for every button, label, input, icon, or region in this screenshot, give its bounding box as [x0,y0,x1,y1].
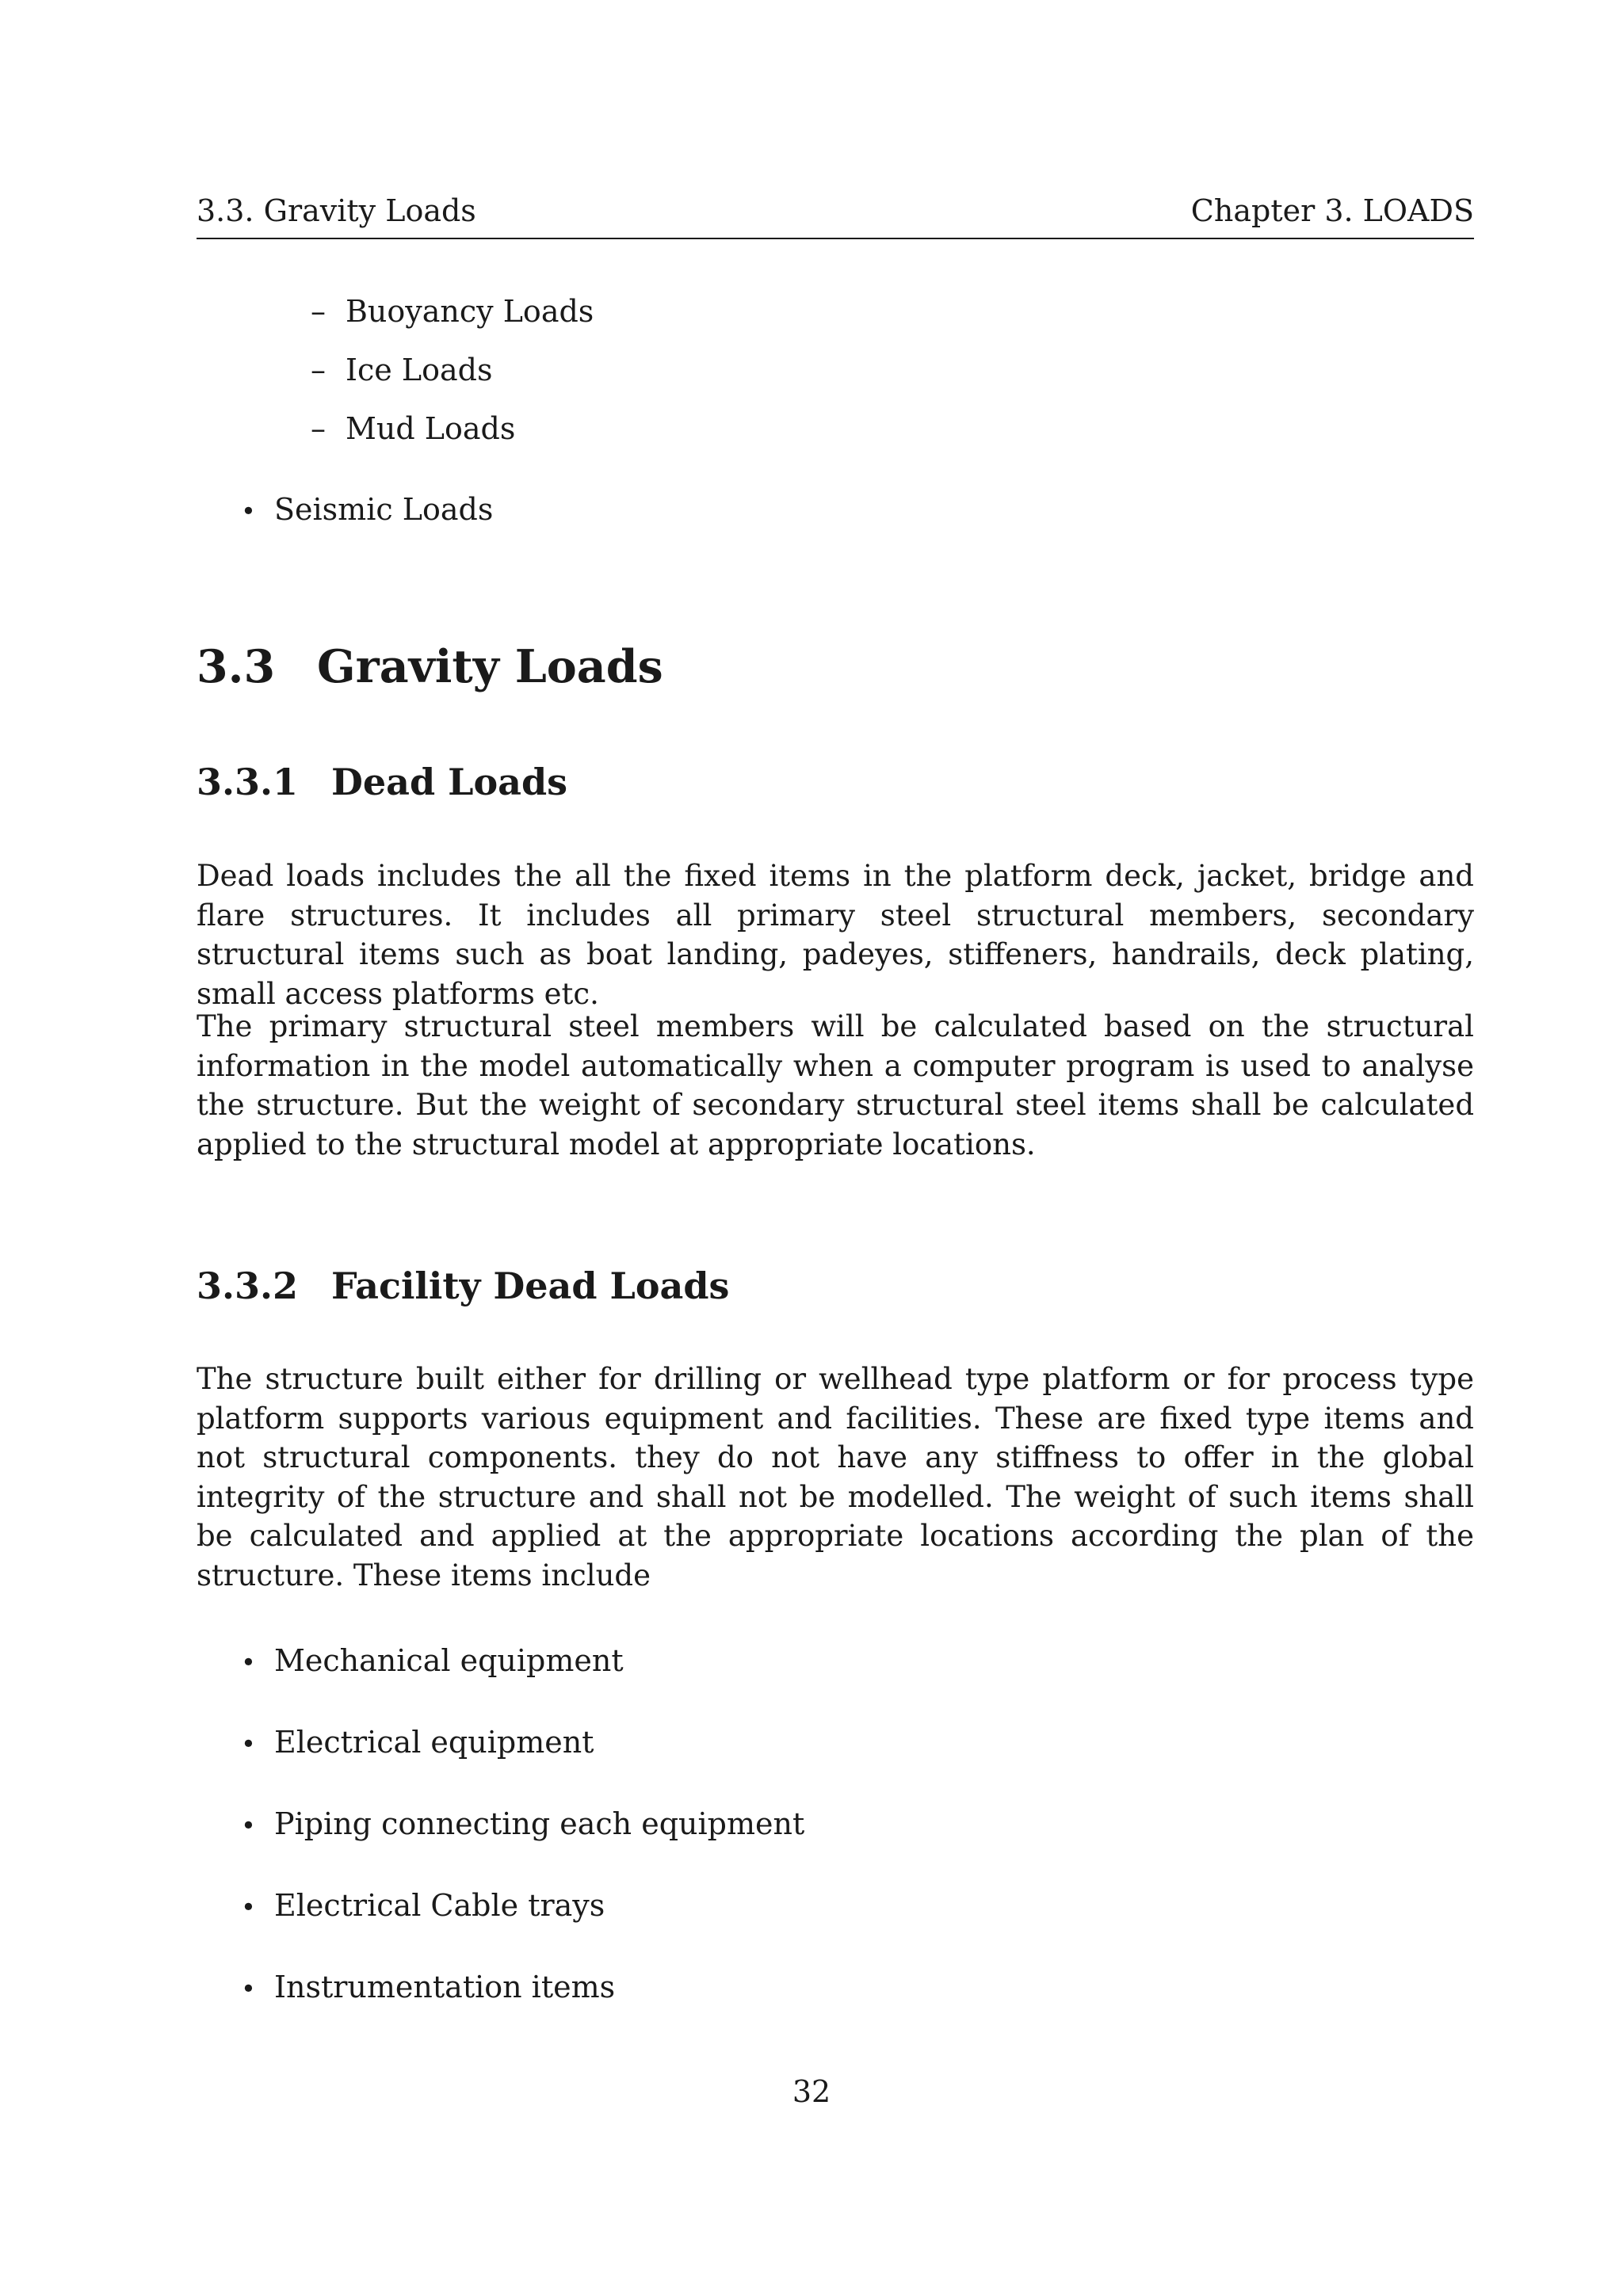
section-number: 3.3 [197,640,276,693]
paragraph-dead-loads-2: The primary structural steel members will be calculated based on the structural information in the model automatically when a computer program is used to analyse the structure. But the weight of secondary structural steel items shall be calculated applied to the structural model at appropriate locations. [197,1009,1474,1161]
list-item [241,1887,605,1925]
bullet-marker: • [241,1810,256,1840]
bullet-marker: • [241,1647,256,1677]
subsection-number: 3.3.1 [197,761,299,803]
list-item-label: Electrical Cable trays [274,1888,605,1923]
subsection-title: Facility Dead Loads [331,1264,730,1307]
bullet-marker: • [241,1892,256,1922]
subsection-title: Dead Loads [331,761,568,803]
subsection-heading-facility-dead-loads [197,1264,729,1307]
list-item-label: Piping connecting each equipment [274,1806,805,1841]
list-item [241,491,493,529]
header-section-title: 3.3. Gravity Loads [197,193,476,228]
list-item-label: Mechanical equipment [274,1643,624,1678]
dash-marker: – [311,411,326,446]
list-item [241,1969,615,2007]
section-heading [197,640,663,693]
running-header [197,193,1474,239]
dash-marker: – [311,353,326,387]
paragraph-dead-loads-1: Dead loads includes the all the fixed items in the platform deck, jacket, bridge and flare structures. It includes all primary steel structural members, secondary structural items such as boat landing, padeyes, stiffeners, handrails, deck plating, small access platforms etc. [197,859,1474,1011]
dash-marker: – [311,294,326,329]
bullet-marker: • [241,1974,256,2004]
list-item [241,1642,624,1680]
sub-list-item-label: Buoyancy Loads [346,294,594,329]
sub-list-item-label: Ice Loads [346,353,493,387]
list-item-label: Seismic Loads [274,492,494,527]
sub-list-item [311,410,515,447]
subsection-number: 3.3.2 [197,1264,299,1307]
section-title: Gravity Loads [317,640,663,693]
list-item-label: Instrumentation items [274,1970,616,2004]
subsection-heading-dead-loads [197,761,567,803]
list-item [241,1806,804,1844]
list-item [241,1724,594,1762]
list-item-label: Electrical equipment [274,1725,594,1760]
sub-list-item-label: Mud Loads [346,411,516,446]
page-number: 32 [792,2074,831,2109]
sub-list-item [311,352,492,388]
bullet-marker: • [241,496,256,526]
bullet-marker: • [241,1729,256,1759]
header-chapter-title: Chapter 3. LOADS [1190,193,1474,228]
paragraph-facility-dead-loads: The structure built either for drilling or wellhead type platform or for process type platform supports various equipment and facilities. These are fixed type items and not structural components. they do not have any stiffness to offer in the global integrity of the structure and shall not be modelled. The weight of such items shall be calculated and applied at the appropriate locations according the plan of the structure. These items include [197,1362,1474,1592]
sub-list-item [311,293,594,330]
